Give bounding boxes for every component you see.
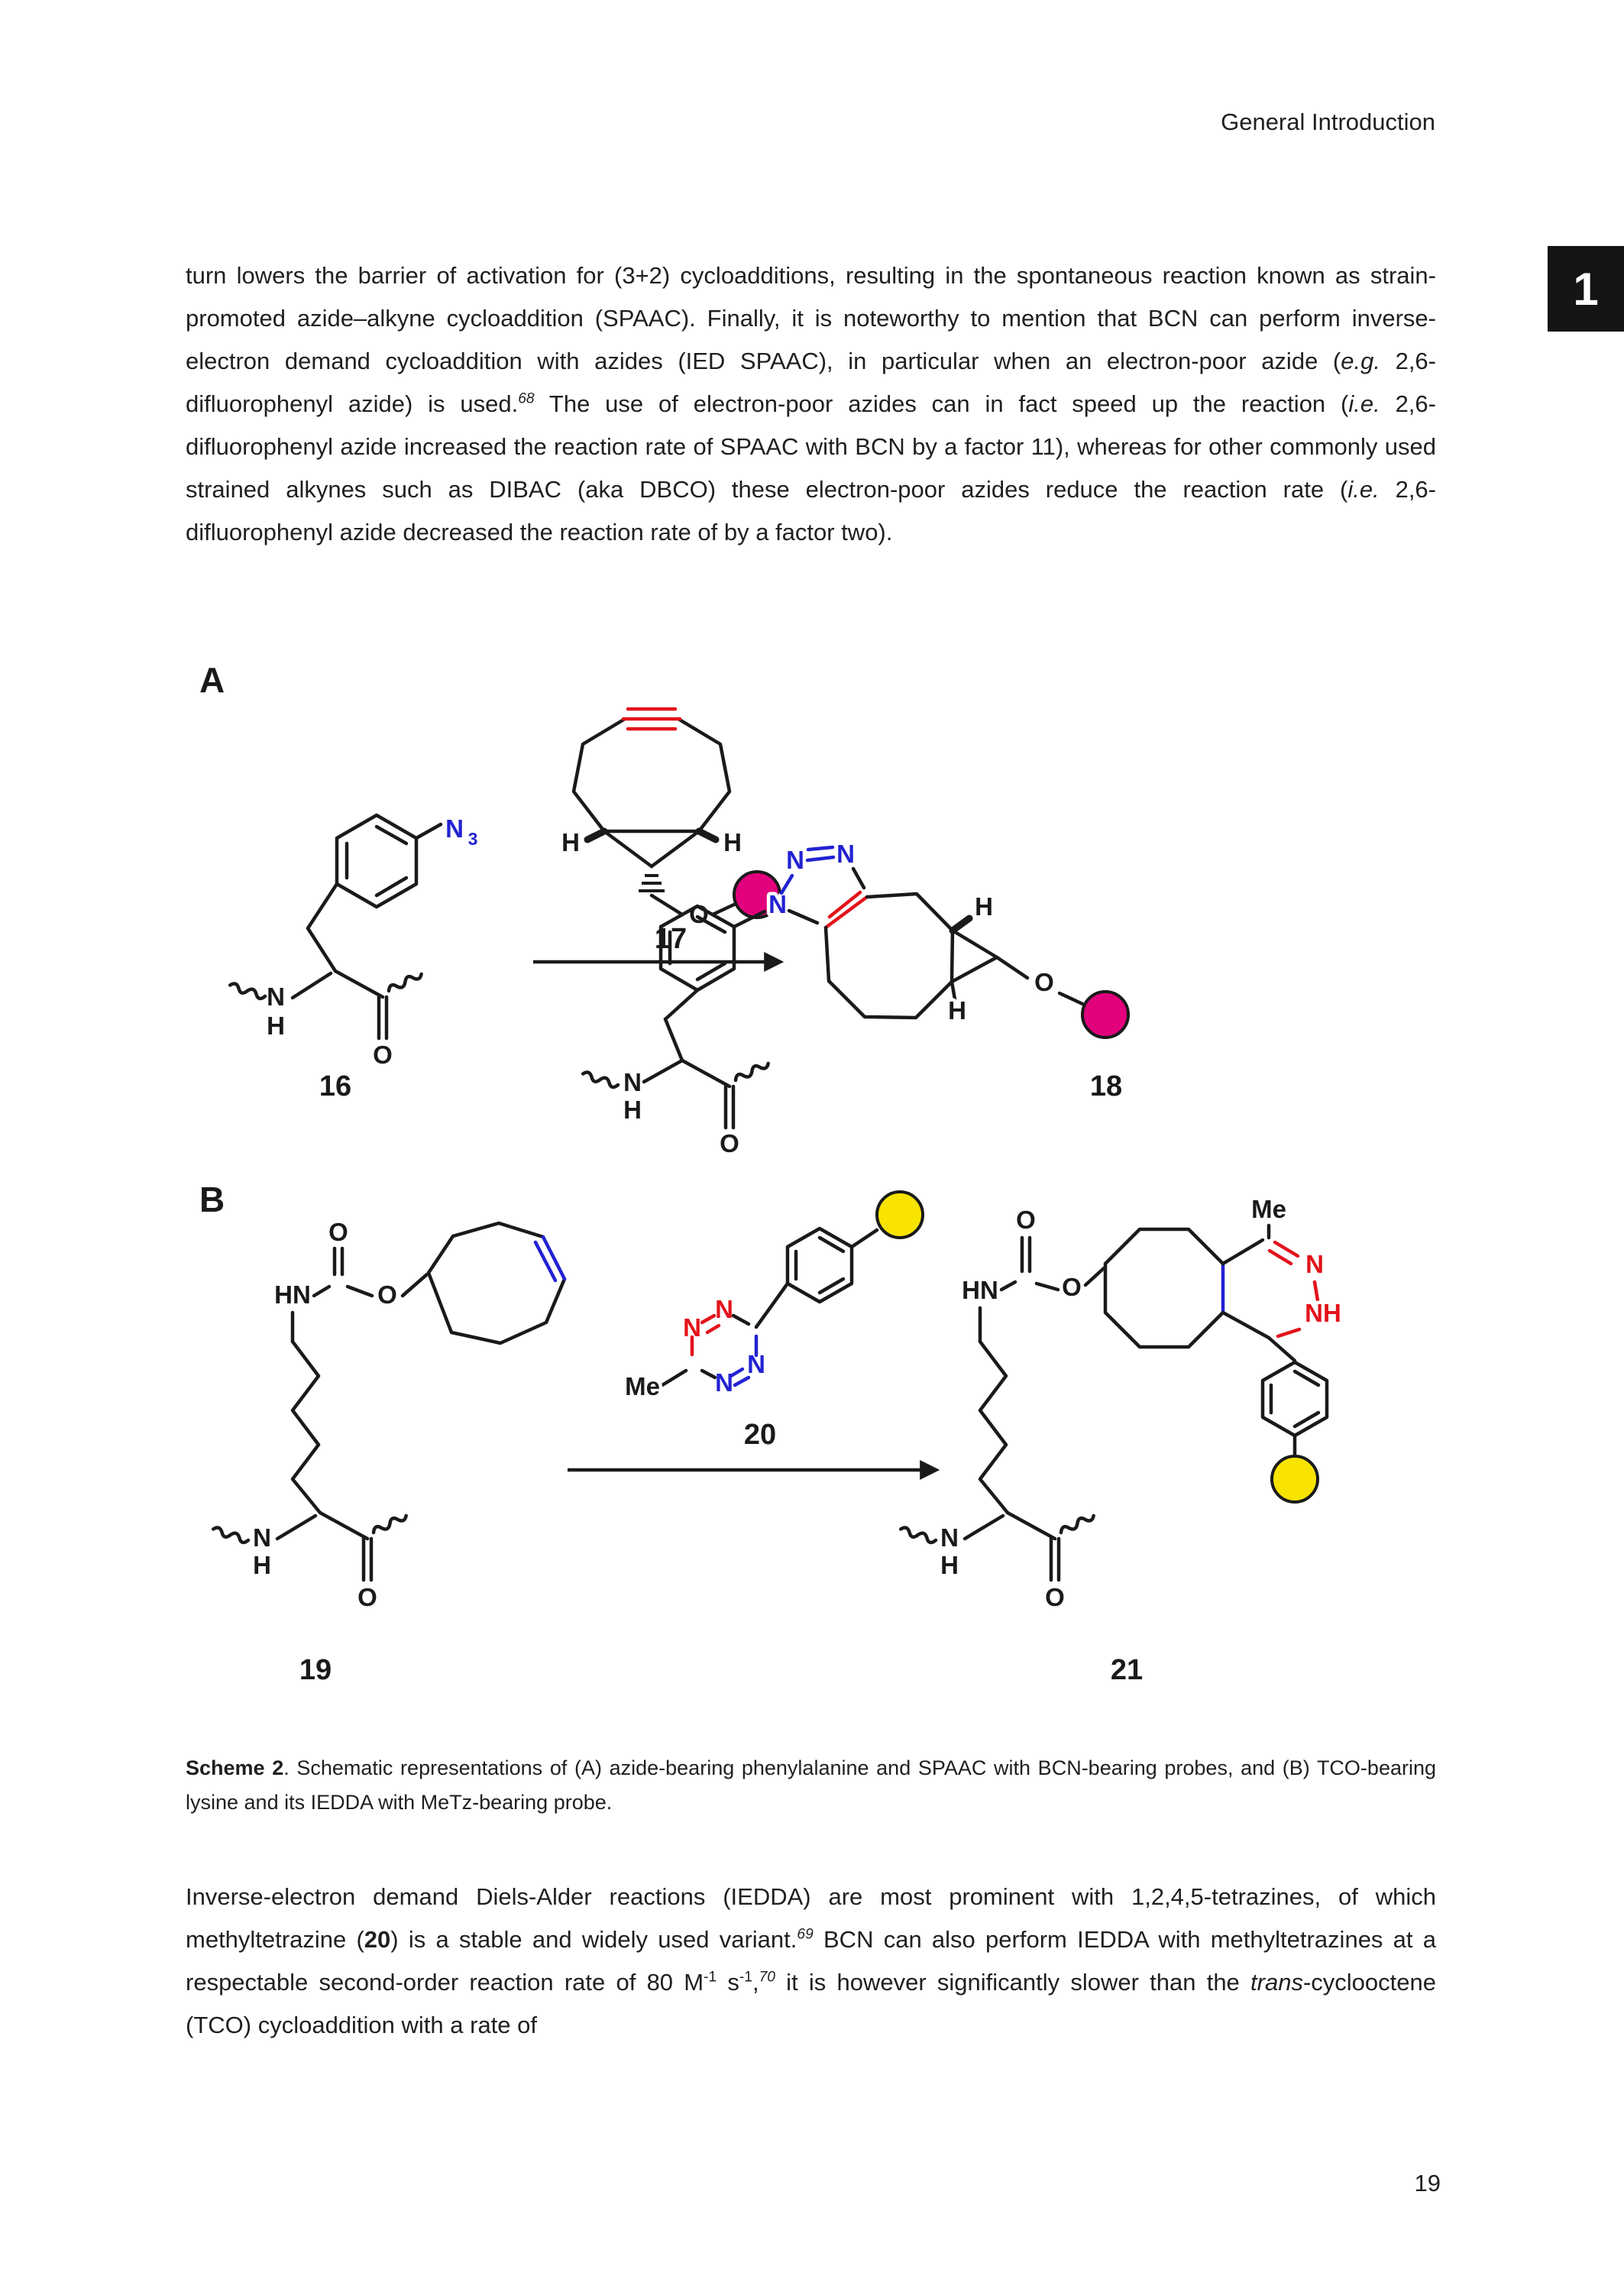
cyclopropane-bond	[652, 831, 699, 866]
stereo-h-label: H	[723, 828, 742, 856]
chapter-tab	[1548, 246, 1624, 332]
backbone-n-label: N	[940, 1523, 959, 1552]
bond	[665, 990, 697, 1019]
cyclooctane-ring	[1105, 1229, 1223, 1347]
bond	[997, 957, 1027, 978]
paragraph-spaac: turn lowers the barrier of activation for (3+2) cycloadditions, resulting in the spontaneous reaction known as strain-promoted azide–alkyne cycloaddition (SPAAC). Finally, it is noteworthy to mention that BCN can perform inverse-electron demand cycloaddition with azides (IED SPAAC), in particular when an electron-poor azide (e.g. 2,6-difluorophenyl azide) is used.$^{68}$ The use of electron-poor azides can in fact speed up the reaction (i.e. 2,6-difluorophenyl azide increased the reaction rate of SPAAC with BCN by a factor 11), whereas for other commonly used strained alkynes such as DIBAC (aka DBCO) these electron-poor azides reduce the reaction rate (i.e. 2,6-difluorophenyl azide decreased the reaction rate of by a factor two).	[186, 262, 1437, 545]
pyridazine-bond	[1278, 1329, 1299, 1336]
pyridazine-double-bond	[1270, 1251, 1291, 1264]
pyridazine-bond	[1315, 1282, 1318, 1300]
wavy-bond	[1059, 1513, 1095, 1535]
carbamate-o-label: O	[1016, 1206, 1036, 1234]
scheme-2-figure	[186, 654, 1438, 1724]
section-label-b: B	[199, 1180, 225, 1219]
lysine-side-chain	[293, 1342, 320, 1513]
carbamate-hn-label: HN	[962, 1276, 998, 1304]
azide-subscript-3: 3	[467, 829, 478, 849]
triazole-n1-label: N	[768, 890, 787, 918]
bond	[662, 1371, 686, 1385]
bond	[1059, 993, 1082, 1004]
wedge-bond	[953, 918, 969, 931]
section-label-a: A	[199, 660, 225, 700]
running-header: General Introduction	[1221, 108, 1435, 135]
bond	[1001, 1282, 1015, 1290]
pyridazine-bond	[1223, 1313, 1269, 1338]
benzene-ring	[337, 815, 416, 907]
compound-19-tco-lysine	[212, 1218, 565, 1686]
backbone-n-label: N	[267, 983, 285, 1011]
backbone-n-label: N	[253, 1523, 271, 1552]
carbamate-o-label: O	[328, 1218, 348, 1246]
cyclooctyne-ring	[574, 719, 730, 831]
bond	[277, 1516, 315, 1539]
cyclopropane-bond	[953, 931, 997, 957]
page-number: 19	[1414, 2170, 1441, 2196]
tetrazine-bond	[702, 1371, 715, 1377]
bond	[403, 1274, 427, 1296]
backbone-h-label: H	[267, 1012, 285, 1040]
bond	[1037, 1284, 1058, 1290]
compound-number-21: 21	[1110, 1654, 1144, 1686]
backbone-h-label: H	[623, 1096, 642, 1124]
bond	[852, 1230, 877, 1247]
stereo-h-label: H	[561, 828, 580, 856]
wedge-bond	[699, 831, 716, 840]
bond	[348, 1287, 372, 1296]
bond	[314, 1287, 329, 1296]
compound-18-spaac-product	[582, 840, 1128, 1157]
compound-16-azide-phenylalanine	[229, 814, 478, 1102]
chapter-number: 1	[1573, 263, 1599, 315]
carbonyl-o-label: O	[373, 1041, 393, 1069]
ester-o-label: O	[1062, 1273, 1082, 1301]
compound-21-iedda-product	[900, 1195, 1341, 1686]
carbonyl-o-label: O	[720, 1129, 739, 1157]
wavy-bond	[900, 1526, 937, 1545]
fluorophore-probe-yellow	[877, 1192, 923, 1238]
triazole-bond	[781, 876, 792, 893]
methyl-label: Me	[625, 1372, 660, 1400]
bond	[652, 895, 682, 915]
bond	[713, 904, 736, 915]
bond	[1085, 1268, 1104, 1285]
triazole-bond	[789, 911, 817, 923]
backbone-n-label: N	[623, 1068, 642, 1096]
ether-o-label: O	[1034, 968, 1054, 996]
cyclopropane-bond	[604, 831, 652, 866]
ether-o-label: O	[689, 900, 709, 928]
carbonyl-o-label: O	[357, 1583, 377, 1611]
tetrazine-bond	[733, 1316, 749, 1324]
triazole-bond	[853, 869, 864, 888]
pyridazine-bond	[1223, 1240, 1263, 1264]
bond	[1269, 1338, 1295, 1361]
pyridazine-double-bond	[1275, 1242, 1298, 1256]
backbone-h-label: H	[940, 1551, 959, 1579]
triazole-n2-label: N	[786, 846, 804, 874]
triazole-double-bond	[808, 847, 833, 850]
carbamate-hn-label: HN	[274, 1280, 311, 1309]
bond	[320, 1513, 367, 1539]
tetrazine-bond	[702, 1316, 714, 1322]
fluorophore-probe-yellow	[1272, 1456, 1318, 1502]
stereo-h-label: H	[948, 996, 966, 1025]
lysine-side-chain	[980, 1342, 1008, 1513]
alkene-double-bond	[543, 1237, 565, 1279]
bond	[335, 971, 383, 997]
bond	[756, 1284, 788, 1327]
bond	[308, 884, 337, 928]
wavy-bond	[212, 1526, 249, 1545]
wavy-bond	[387, 971, 422, 993]
cyclopropane-bond	[952, 957, 997, 982]
wedge-bond	[587, 831, 604, 840]
bond	[665, 1019, 682, 1060]
bond	[682, 1060, 730, 1086]
bond	[293, 973, 331, 998]
wavy-bond	[582, 1070, 619, 1089]
compound-number-16: 16	[319, 1070, 352, 1102]
compound-number-17: 17	[654, 923, 687, 955]
tetrazine-n-label: N	[715, 1295, 733, 1323]
compound-20-methyltetrazine-probe	[625, 1192, 923, 1451]
compound-number-19: 19	[299, 1654, 332, 1686]
fluorophore-probe-magenta	[1082, 992, 1128, 1038]
compound-number-20: 20	[743, 1419, 777, 1451]
azide-n-label: N	[445, 814, 464, 843]
wavy-bond	[371, 1513, 407, 1535]
alkene-double-bond	[535, 1242, 555, 1280]
tetrazine-n-label: N	[683, 1313, 701, 1342]
paragraph-iedda: Inverse-electron demand Diels-Alder reactions (IEDDA) are most prominent with 1,2,4,5-tetrazines, of which methyltetrazine (20) is a stable and widely used variant.$^{69}$ BCN can also perform IEDDA with methyltetrazines at a respectable second-order reaction rate of 80 $M^{-1}$ $s^{-1},^{70}$ it is however significantly slower than the trans-cyclooctene (TCO) cycloaddition with a rate of	[186, 1883, 1437, 2038]
bond	[965, 1516, 1003, 1539]
pyridazine-n-label: N	[1305, 1250, 1324, 1278]
wavy-bond	[733, 1060, 769, 1083]
carbonyl-o-label: O	[1045, 1583, 1065, 1611]
tetrazine-n-label: N	[715, 1368, 733, 1397]
tetrazine-bond	[735, 1377, 749, 1385]
scheme-2-drawing	[186, 654, 1438, 1724]
bond	[1008, 1513, 1055, 1539]
backbone-h-label: H	[253, 1551, 271, 1579]
bond	[416, 824, 441, 838]
methyl-label: Me	[1251, 1195, 1286, 1223]
tetrazine-bond	[707, 1326, 719, 1332]
pyridazine-nh-label: NH	[1305, 1299, 1341, 1327]
scheme-2-caption: Scheme 2. Schematic representations of (A) azide-bearing phenylalanine and SPAAC with BCN-bearing probes, and (B) TCO-bearing lysine and its IEDDA with MeTz-bearing probe.	[186, 1756, 1436, 1814]
triazole-double-bond	[807, 857, 833, 860]
stereo-h-label: H	[975, 892, 993, 921]
bond	[308, 928, 335, 971]
ester-o-label: O	[377, 1280, 397, 1309]
compound-number-18: 18	[1089, 1070, 1123, 1102]
triazole-n3-label: N	[836, 840, 855, 868]
tetrazine-n-label: N	[747, 1350, 765, 1378]
bond	[644, 1060, 682, 1082]
wavy-bond	[229, 982, 266, 1001]
compound-17-bcn-probe	[561, 709, 780, 955]
